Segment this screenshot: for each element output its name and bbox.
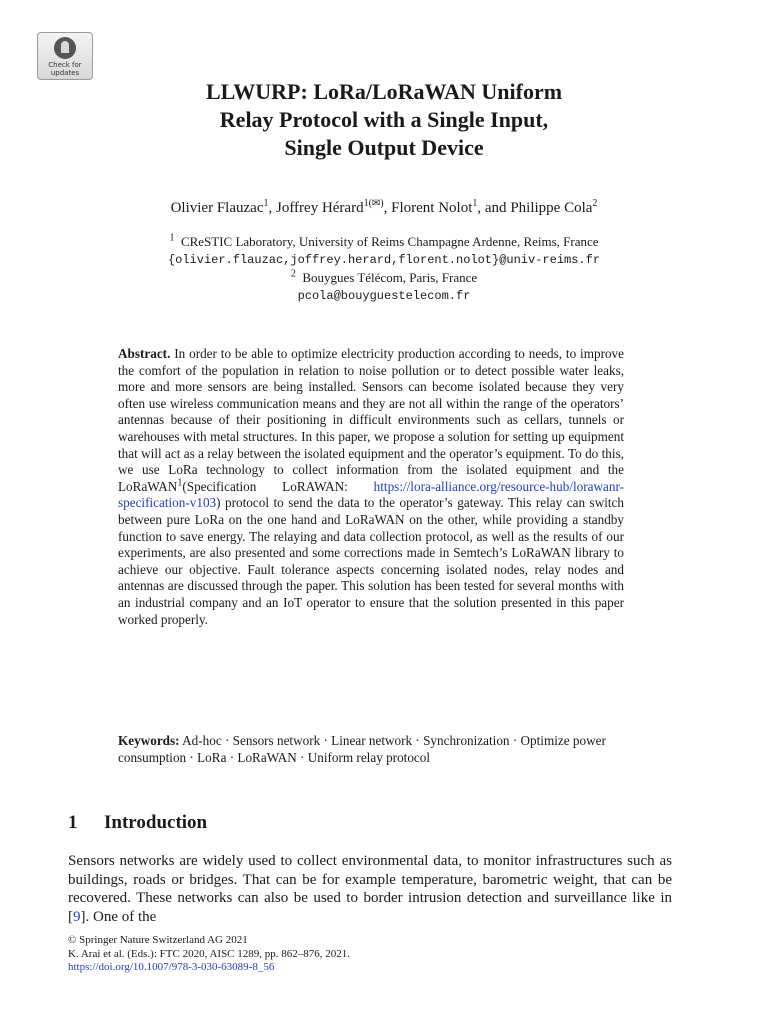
paper-title [0, 78, 768, 162]
affiliation-2 [0, 269, 768, 287]
affil-text: Bouygues Télécom, Paris, France [302, 270, 478, 285]
badge-line1: Check for [48, 61, 82, 69]
author-separator: , and [477, 200, 511, 216]
author-name: Florent Nolot [391, 200, 473, 216]
keywords-label: Keywords: [118, 733, 180, 748]
title-line1: LLWURP: LoRa/LoRaWAN Uniform [205, 79, 563, 104]
author-affil-mark: 1 [472, 198, 478, 209]
spec-link[interactable]: https://lora-alliance.org/resource-hub/lorawanr-specification-v103 [118, 478, 624, 511]
affil-number: 2 [290, 268, 296, 280]
author-affil-mark: 1 [263, 198, 269, 209]
affil-email[interactable]: pcola@bouyguestelecom.fr [297, 289, 471, 303]
author-name: Olivier Flauzac [170, 200, 264, 216]
author-affil-mark: 1(✉) [363, 198, 384, 209]
title-line2: Relay Protocol with a Single Input, [219, 107, 549, 132]
affiliations [0, 233, 768, 305]
abstract-label: Abstract. [118, 346, 171, 361]
abstract-text: ) protocol to send the data to the operator’s gateway. This relay can switch between pure LoRa on the one hand and LoRaWAN on the other, while providing a standby function to save energy. The relaying and data collection protocol, as well as the results of our experiments, are also presented and some corrections made in Semtech’s LoRaWAN library to achieve our objective. Fault tolerance aspects concerning isolated nodes, relay nodes and antennas are discussed through the paper. This solution has been tested for several months with an industrial company and an IoT operator to ensure that the solution presented in this paper worked properly. [118, 495, 624, 627]
doi-link[interactable]: https://doi.org/10.1007/978-3-030-63089-8_56 [68, 961, 275, 973]
title-line3: Single Output Device [284, 135, 484, 160]
badge-line2: updates [50, 69, 80, 77]
affil-number: 1 [169, 232, 175, 244]
intro-text: Sensors networks are widely used to collect environmental data, to monitor infrastructures such as buildings, roads or bridges. That can be for example temperature, barometric weight, that can be recovered. These networks can also be used to border intrusion detection and surveillance like in [ [68, 853, 672, 925]
footnote-mark[interactable]: 1 [177, 477, 183, 489]
section-number: 1 [68, 812, 78, 833]
keywords-text: Ad-hoc · Sensors network · Linear network · Synchronization · Optimize power consumption · LoRa · LoRaWAN · Uniform relay protocol [118, 733, 606, 765]
intro-paragraph [68, 852, 672, 926]
author-name: Philippe Cola [510, 200, 593, 216]
author-separator: , [383, 200, 392, 216]
abstract [118, 346, 624, 628]
author-list [0, 200, 768, 217]
citation-info: K. Arai et al. (Eds.): FTC 2020, AISC 1289, pp. 862–876, 2021. [68, 947, 351, 960]
author-name: Joffrey Hérard [275, 200, 364, 216]
author-affil-mark: 2 [592, 198, 598, 209]
check-for-updates-badge[interactable] [37, 32, 93, 80]
copyright-notice: © Springer Nature Switzerland AG 2021 [68, 934, 248, 946]
abstract-text: In order to be able to optimize electricity production according to needs, to improve the comfort of the population in relation to noise pollution or to detect possible water leaks, more and more sensors are being installed. Sensors can become isolated because they very often use wireless communication means and they are not all within the range of the operators’ antennas because of their positioning in difficult environments such as cellars, tunnels or warehouses with metal structures. In this paper, we propose a solution for setting up equipment that will act as a relay between the isolated equipment and the operator’s equipment. To do this, we use LoRa technology to collect information from the isolated equipment and the LoRaWAN [118, 346, 625, 494]
page-footer [68, 934, 688, 975]
keywords [118, 733, 624, 766]
intro-text: ]. One of the [80, 908, 157, 925]
author-separator: , [268, 200, 276, 216]
affiliation-1 [0, 233, 768, 251]
bookmark-icon [54, 37, 76, 59]
section-heading [68, 812, 207, 834]
affil-email[interactable]: {olivier.flauzac,joffrey.herard,florent.nolot}@univ-reims.fr [167, 253, 601, 267]
abstract-text: (Specification LoRAWAN: [182, 478, 374, 494]
section-title: Introduction [104, 812, 208, 833]
affil-text: CReSTIC Laboratory, University of Reims Champagne Ardenne, Reims, France [180, 234, 599, 249]
citation-link[interactable]: 9 [73, 908, 81, 925]
